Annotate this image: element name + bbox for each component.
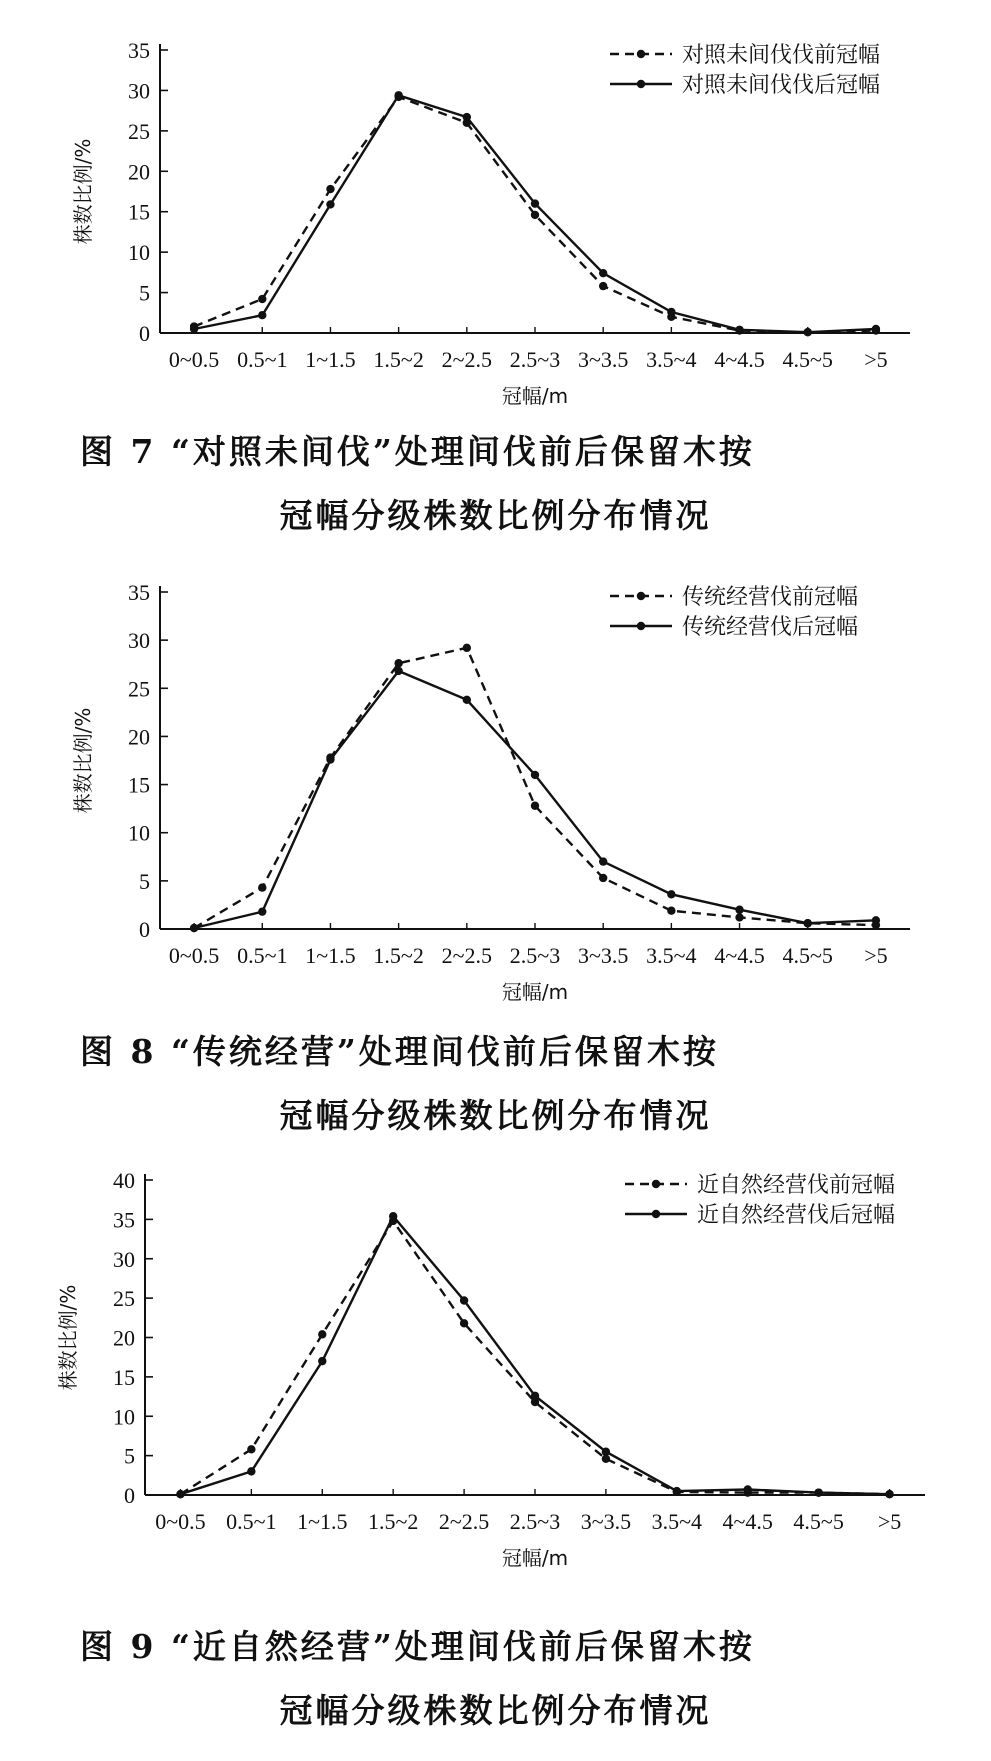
chart-9 bbox=[0, 1160, 991, 1610]
series-before-point bbox=[531, 802, 539, 810]
series-after-point bbox=[258, 907, 266, 915]
series-after-point bbox=[176, 1490, 184, 1498]
x-tick-label: >5 bbox=[864, 943, 888, 968]
x-tick-label: 4~4.5 bbox=[722, 1509, 773, 1534]
legend-marker bbox=[637, 80, 645, 88]
series-after-point bbox=[735, 326, 743, 334]
legend-label: 近自然经营伐前冠幅 bbox=[697, 1173, 896, 1198]
y-axis-title: 株数比例/% bbox=[71, 138, 95, 245]
x-tick-label: 0.5~1 bbox=[237, 347, 288, 372]
x-tick-label: 3.5~4 bbox=[646, 943, 697, 968]
legend-label: 传统经营伐前冠幅 bbox=[682, 585, 859, 610]
figure-8-caption-line1: 图 8 “传统经营”处理间伐前后保留木按 bbox=[80, 1032, 719, 1071]
y-tick-label: 35 bbox=[113, 1207, 135, 1233]
legend-marker bbox=[637, 50, 645, 58]
series-after-point bbox=[531, 1392, 539, 1400]
y-tick-label: 20 bbox=[128, 724, 150, 750]
y-tick-label: 35 bbox=[128, 38, 150, 63]
series-after-point bbox=[735, 906, 743, 914]
series-after-point bbox=[804, 919, 812, 927]
series-after-point bbox=[190, 325, 198, 333]
series-after-point bbox=[389, 1212, 397, 1220]
series-after-line bbox=[194, 671, 876, 928]
chart-7 bbox=[0, 0, 991, 410]
legend-marker bbox=[652, 1210, 660, 1218]
x-axis-title: 冠幅/m bbox=[501, 980, 569, 1004]
series-before-point bbox=[531, 211, 539, 219]
series-after-point bbox=[602, 1447, 610, 1455]
y-tick-label: 0 bbox=[124, 1483, 135, 1508]
figure-9-caption-line2: 冠幅分级株数比例分布情况 bbox=[279, 1691, 712, 1730]
x-tick-label: 3~3.5 bbox=[577, 943, 629, 968]
series-after-line bbox=[181, 1216, 890, 1494]
series-before-line bbox=[194, 648, 876, 928]
legend-label: 传统经营伐后冠幅 bbox=[682, 615, 859, 640]
series-after-point bbox=[326, 755, 334, 763]
y-tick-label: 0 bbox=[139, 917, 150, 942]
y-tick-label: 5 bbox=[139, 868, 150, 894]
series-before-point bbox=[460, 1319, 468, 1327]
figure-8-caption bbox=[0, 1020, 991, 1148]
y-tick-label: 25 bbox=[113, 1286, 135, 1312]
series-after-point bbox=[326, 200, 334, 208]
x-tick-label: 4.5~5 bbox=[782, 943, 833, 968]
series-before-line bbox=[181, 1221, 890, 1494]
x-tick-label: 3~3.5 bbox=[580, 1509, 632, 1534]
x-tick-label: >5 bbox=[877, 1509, 902, 1534]
figure-7 bbox=[0, 0, 991, 410]
x-tick-label: 1~1.5 bbox=[305, 347, 356, 372]
x-tick-label: 1~1.5 bbox=[305, 943, 356, 968]
series-before-point bbox=[326, 185, 334, 193]
x-tick-label: 2~2.5 bbox=[438, 1509, 490, 1534]
x-tick-label: 2.5~3 bbox=[509, 1509, 561, 1534]
series-after-point bbox=[460, 1296, 468, 1304]
y-tick-label: 0 bbox=[139, 321, 150, 346]
x-tick-label: 4.5~5 bbox=[793, 1509, 844, 1534]
y-tick-label: 35 bbox=[128, 580, 150, 605]
legend-label: 近自然经营伐后冠幅 bbox=[697, 1203, 896, 1228]
y-axis-title: 株数比例/% bbox=[56, 1284, 80, 1391]
figure-9 bbox=[0, 1160, 991, 1610]
x-tick-label: 4~4.5 bbox=[714, 943, 765, 968]
y-tick-label: 25 bbox=[128, 118, 150, 144]
x-tick-label: 3.5~4 bbox=[646, 347, 697, 372]
x-tick-label: 1.5~2 bbox=[373, 347, 424, 372]
legend-label: 对照未间伐伐前冠幅 bbox=[682, 43, 881, 68]
series-before-point bbox=[667, 907, 675, 915]
figure-9-caption bbox=[0, 1615, 991, 1743]
x-axis-title: 冠幅/m bbox=[501, 384, 569, 408]
series-after-point bbox=[463, 696, 471, 704]
x-tick-label: 1.5~2 bbox=[367, 1509, 419, 1534]
y-tick-label: 15 bbox=[128, 772, 150, 798]
figure-9-caption-line1: 图 9 “近自然经营”处理间伐前后保留木按 bbox=[80, 1627, 755, 1666]
series-after-point bbox=[744, 1485, 752, 1493]
y-tick-label: 10 bbox=[128, 820, 150, 846]
series-before-point bbox=[258, 295, 266, 303]
series-after-point bbox=[885, 1490, 893, 1498]
series-after-point bbox=[394, 667, 402, 675]
legend-label: 对照未间伐伐后冠幅 bbox=[682, 73, 881, 98]
x-tick-label: 0.5~1 bbox=[237, 943, 288, 968]
x-tick-label: 4~4.5 bbox=[714, 347, 765, 372]
x-tick-label: 1.5~2 bbox=[373, 943, 424, 968]
series-after-point bbox=[190, 924, 198, 932]
x-tick-label: 2~2.5 bbox=[441, 347, 493, 372]
figure-7-caption-line2: 冠幅分级株数比例分布情况 bbox=[279, 496, 712, 535]
series-after-point bbox=[667, 308, 675, 316]
figure-7-caption bbox=[0, 420, 991, 548]
y-tick-label: 5 bbox=[124, 1443, 135, 1469]
x-tick-label: 0~0.5 bbox=[168, 347, 220, 372]
series-after-point bbox=[872, 325, 880, 333]
figure-8 bbox=[0, 572, 991, 1012]
x-tick-label: 2.5~3 bbox=[509, 347, 561, 372]
series-after-point bbox=[531, 199, 539, 207]
y-tick-label: 10 bbox=[113, 1404, 135, 1430]
y-tick-label: 20 bbox=[113, 1325, 135, 1351]
series-after-point bbox=[599, 857, 607, 865]
x-tick-label: 1~1.5 bbox=[297, 1509, 348, 1534]
x-axis-title: 冠幅/m bbox=[501, 1546, 569, 1570]
figure-8-caption-line2: 冠幅分级株数比例分布情况 bbox=[279, 1096, 712, 1135]
series-after-point bbox=[463, 113, 471, 121]
series-after-point bbox=[814, 1488, 822, 1496]
x-tick-label: 3~3.5 bbox=[577, 347, 629, 372]
legend-marker bbox=[652, 1180, 660, 1188]
y-tick-label: 25 bbox=[128, 676, 150, 702]
x-tick-label: 3.5~4 bbox=[651, 1509, 703, 1534]
y-axis-title: 株数比例/% bbox=[71, 707, 95, 814]
y-tick-label: 20 bbox=[128, 159, 150, 185]
y-tick-label: 10 bbox=[128, 240, 150, 266]
series-after-point bbox=[872, 916, 880, 924]
x-tick-label: 0~0.5 bbox=[168, 943, 220, 968]
series-after-point bbox=[394, 91, 402, 99]
figure-7-caption-line1: 图 7 “对照未间伐”处理间伐前后保留木按 bbox=[80, 432, 755, 471]
y-tick-label: 30 bbox=[113, 1246, 135, 1272]
series-after-point bbox=[673, 1487, 681, 1495]
y-tick-label: 30 bbox=[128, 628, 150, 654]
y-tick-label: 40 bbox=[113, 1168, 135, 1193]
chart-8 bbox=[0, 572, 991, 1012]
series-before-point bbox=[258, 883, 266, 891]
series-after-point bbox=[667, 890, 675, 898]
x-tick-label: 2~2.5 bbox=[441, 943, 493, 968]
series-before-point bbox=[463, 644, 471, 652]
y-tick-label: 5 bbox=[139, 280, 150, 306]
series-before-point bbox=[599, 282, 607, 290]
x-tick-label: 2.5~3 bbox=[509, 943, 561, 968]
legend-marker bbox=[637, 622, 645, 630]
x-tick-label: >5 bbox=[864, 347, 888, 372]
series-before-point bbox=[247, 1445, 255, 1453]
series-after-point bbox=[318, 1357, 326, 1365]
series-after-point bbox=[531, 771, 539, 779]
series-before-point bbox=[318, 1330, 326, 1338]
series-after-point bbox=[804, 328, 812, 336]
x-tick-label: 0~0.5 bbox=[155, 1509, 206, 1534]
series-before-point bbox=[394, 659, 402, 667]
series-before-point bbox=[735, 913, 743, 921]
y-tick-label: 30 bbox=[128, 78, 150, 104]
x-tick-label: 0.5~1 bbox=[226, 1509, 277, 1534]
series-after-point bbox=[599, 269, 607, 277]
x-tick-label: 4.5~5 bbox=[782, 347, 833, 372]
series-after-point bbox=[247, 1467, 255, 1475]
legend-marker bbox=[637, 592, 645, 600]
y-tick-label: 15 bbox=[128, 199, 150, 225]
series-before-point bbox=[599, 874, 607, 882]
y-tick-label: 15 bbox=[113, 1364, 135, 1390]
series-after-point bbox=[258, 311, 266, 319]
